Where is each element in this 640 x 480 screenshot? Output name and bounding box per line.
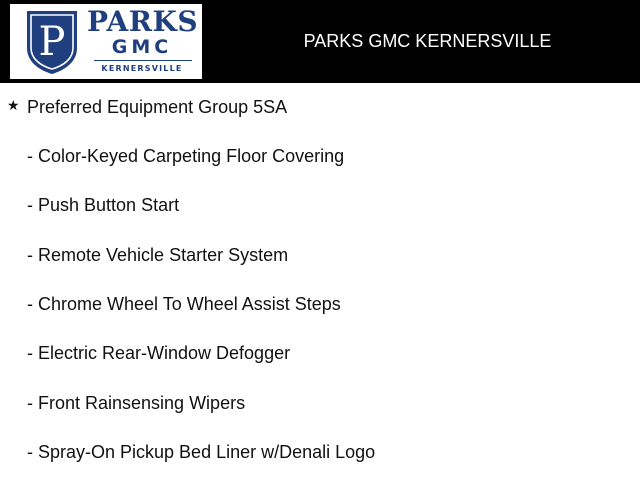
logo-brand-text: PARKS <box>87 5 199 38</box>
list-item: - Remote Vehicle Starter System <box>27 245 289 265</box>
list-item: - Push Button Start <box>27 195 180 215</box>
list-item: - Chrome Wheel To Wheel Assist Steps <box>27 294 341 314</box>
list-item: - Front Rainsensing Wipers <box>27 393 246 413</box>
list-item: - Color-Keyed Carpeting Floor Covering <box>27 146 345 166</box>
dealer-logo[interactable] <box>10 4 202 79</box>
list-item: - Spray-On Pickup Bed Liner w/Denali Logo <box>27 442 376 462</box>
star-icon: ★ <box>7 97 20 113</box>
equipment-group-title: Preferred Equipment Group 5SA <box>27 97 288 117</box>
shield-icon <box>23 8 81 76</box>
logo-make-text: GMC <box>111 36 173 58</box>
header-bar <box>0 0 640 83</box>
equipment-list <box>0 83 640 480</box>
list-item: - Electric Rear-Window Defogger <box>27 343 291 363</box>
logo-city-text: KERNERSVILLE <box>101 64 183 73</box>
logo-monogram: P <box>38 19 66 65</box>
logo-divider <box>94 60 192 61</box>
dealer-name-title: PARKS GMC KERNERSVILLE <box>303 31 552 51</box>
